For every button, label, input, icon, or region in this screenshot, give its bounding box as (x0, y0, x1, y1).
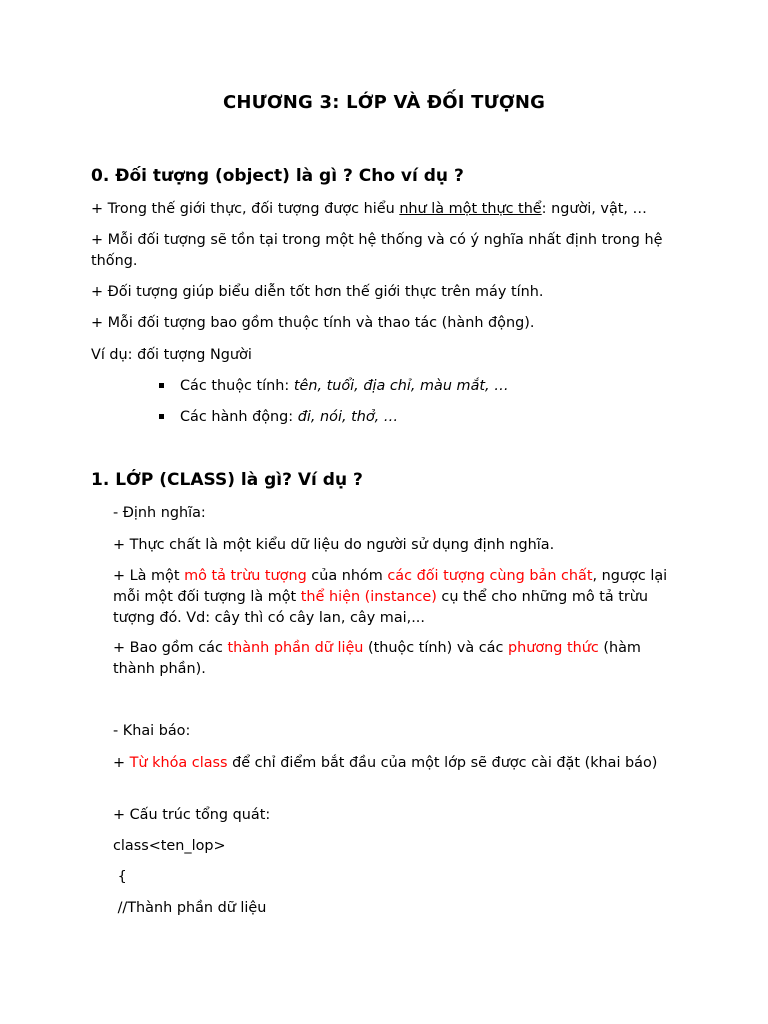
text-run: (hàm thành phần). (113, 640, 641, 677)
text-run: (thuộc tính) và các (363, 640, 508, 656)
text-run: cụ thể cho những mô tả trừu tượng đó. Vd: cây thì có cây lan, cây mai,... (113, 589, 649, 626)
definition-label: - Định nghĩa: (113, 505, 206, 521)
text-run: , ngược lại mỗi một đối tượng là một (113, 568, 668, 605)
bullet-actions (159, 407, 398, 428)
definition-paragraph-2 (113, 566, 678, 629)
highlighted-text: các đối tượng cùng bản chất (387, 568, 593, 584)
declaration-paragraph-1 (113, 753, 678, 774)
highlighted-text: thành phần dữ liệu (227, 640, 364, 656)
section-0-paragraph-3: + Đối tượng giúp biểu diễn tốt hơn thế giới thực trên máy tính. (91, 284, 544, 300)
section-0-paragraph-2: + Mỗi đối tượng sẽ tồn tại trong một hệ thống và có ý nghĩa nhất định trong hệ thống. (91, 232, 663, 269)
bullet-value: đi, nói, thở, … (297, 409, 399, 425)
text-run: + Là một (113, 568, 185, 584)
declaration-label: - Khai báo: (113, 723, 191, 739)
definition-paragraph-1: + Thực chất là một kiểu dữ liệu do người sử dụng định nghĩa. (113, 537, 555, 553)
bullet-attributes (159, 376, 509, 397)
section-0-heading: 0. Đối tượng (object) là gì ? Cho ví dụ ? (91, 166, 464, 186)
text-run: + Bao gồm các (113, 640, 228, 656)
bullet-value: tên, tuổi, địa chỉ, màu mắt, … (293, 378, 509, 394)
section-0-paragraph-1 (91, 199, 681, 220)
bullet-label: Các hành động: (180, 409, 298, 425)
chapter-title: CHƯƠNG 3: LỚP VÀ ĐỐI TƯỢNG (222, 92, 546, 113)
declaration-paragraph-2: + Cấu trúc tổng quát: (113, 807, 271, 823)
highlighted-text: mô tả trừu tượng (184, 568, 307, 584)
square-bullet-icon (159, 383, 164, 388)
underlined-text: như là một thực thể (399, 201, 542, 217)
text-run: + Trong thế giới thực, đối tượng được hiểu (91, 201, 400, 217)
code-line-2: { (113, 869, 127, 885)
text-run: của nhóm (306, 568, 388, 584)
highlighted-text: Từ khóa class (129, 755, 228, 771)
section-0-paragraph-4: + Mỗi đối tượng bao gồm thuộc tính và thao tác (hành động). (91, 315, 535, 331)
text-run: để chỉ điểm bắt đầu của một lớp sẽ được cài đặt (khai báo) (227, 755, 658, 771)
highlighted-text: thể hiện (instance) (300, 589, 437, 605)
code-line-1: class<ten_lop> (113, 838, 226, 854)
bullet-label: Các thuộc tính: (180, 378, 294, 394)
example-label: Ví dụ: đối tượng Người (91, 347, 252, 363)
code-line-3: //Thành phần dữ liệu (113, 900, 267, 916)
square-bullet-icon (159, 414, 164, 419)
text-run: : người, vật, … (541, 201, 647, 217)
text-run: + (113, 755, 130, 771)
definition-paragraph-3 (113, 638, 678, 680)
section-1-heading: 1. LỚP (CLASS) là gì? Ví dụ ? (91, 470, 363, 490)
highlighted-text: phương thức (507, 640, 599, 656)
